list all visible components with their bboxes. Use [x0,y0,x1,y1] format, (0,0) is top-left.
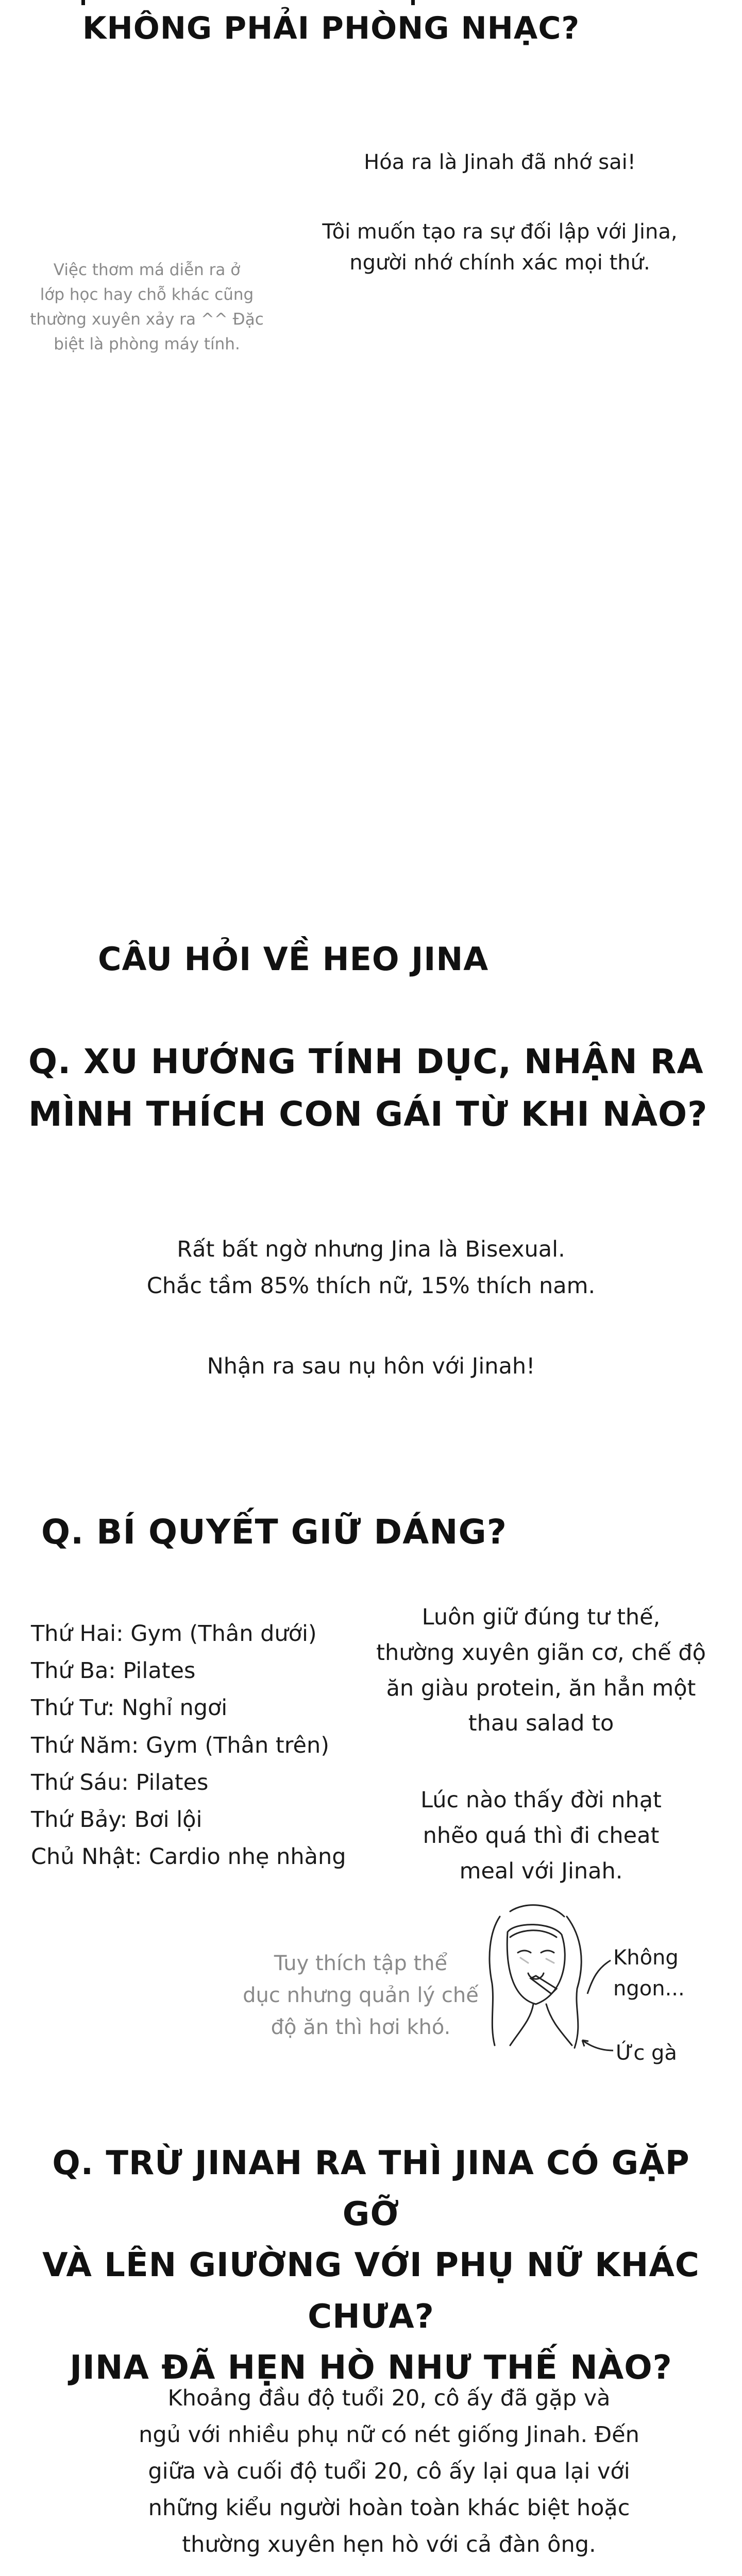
jina-doodle-illustration [479,1901,593,2061]
q2-schedule [31,1615,346,1876]
heading-dot-left [81,0,85,5]
intro-side-note: Việc thơm má diễn ra ở lớp học hay chỗ khác cũng thường xuyên xảy ra ^^ Đặc biệt là phòng máy tính. [30,261,264,354]
q2-tips: Luôn giữ đúng tư thế, thường xuyên giãn cơ, chế độ ăn giàu protein, ăn hẳn một thau salad to [376,1604,706,1737]
schedule-item: Thứ Bảy: Bơi lội [31,1807,203,1833]
q3-question: Q. TRỪ JINAH RA THÌ JINA CÓ GẶP GỠ VÀ LÊN GIƯỜNG VỚI PHỤ NỮ KHÁC CHƯA? JINA ĐÃ HẸN HÒ NHƯ THẾ NÀO? [42,2144,700,2387]
q1-question: Q. XU HƯỚNG TÍNH DỤC, NHẬN RA MÌNH THÍCH CON GÁI TỪ KHI NÀO? [28,1042,708,1134]
top-heading: KHÔNG PHẢI PHÒNG NHẠC? [82,10,580,46]
q1-answer2: Nhận ra sau nụ hôn với Jinah! [207,1353,535,1379]
q2-question: Q. BÍ QUYẾT GIỮ DÁNG? [41,1512,507,1552]
bubble-chicken-breast: Ức gà [616,2041,677,2065]
heading-dot-right [411,0,415,5]
schedule-item: Thứ Năm: Gym (Thân trên) [31,1732,329,1758]
bubble-arrow-chicken [577,2035,618,2061]
bubble-arrow-not-tasty [582,1958,613,1999]
schedule-item: Chủ Nhật: Cardio nhẹ nhàng [31,1844,346,1870]
intro-line2: Tôi muốn tạo ra sự đối lập với Jina, người nhớ chính xác mọi thứ. [322,220,678,275]
q2-cheat: Lúc nào thấy đời nhạt nhẽo quá thì đi cheat meal với Jinah. [420,1787,662,1884]
bubble-not-tasty: Không ngon... [613,1946,685,2001]
section-title: CÂU HỎI VỀ HEO JINA [98,940,489,978]
schedule-item: Thứ Tư: Nghỉ ngơi [31,1695,228,1721]
schedule-item: Thứ Sáu: Pilates [31,1769,209,1795]
q1-answer1: Rất bất ngờ nhưng Jina là Bisexual. Chắc tầm 85% thích nữ, 15% thích nam. [146,1236,596,1299]
q2-gray-note: Tuy thích tập thể dục nhưng quản lý chế độ ăn thì hơi khó. [243,1952,479,2039]
q3-answer: Khoảng đầu độ tuổi 20, cô ấy đã gặp và ngủ với nhiều phụ nữ có nét giống Jinah. Đến giữa và cuối độ tuổi 20, cô ấy lại qua lại với những kiểu người hoàn toàn khác biệt hoặc thường xuyên hẹn hò với cả đàn ông. [139,2385,639,2557]
intro-line1: Hóa ra là Jinah đã nhớ sai! [364,150,636,174]
schedule-item: Thứ Hai: Gym (Thân dưới) [31,1621,317,1647]
schedule-item: Thứ Ba: Pilates [31,1658,196,1684]
